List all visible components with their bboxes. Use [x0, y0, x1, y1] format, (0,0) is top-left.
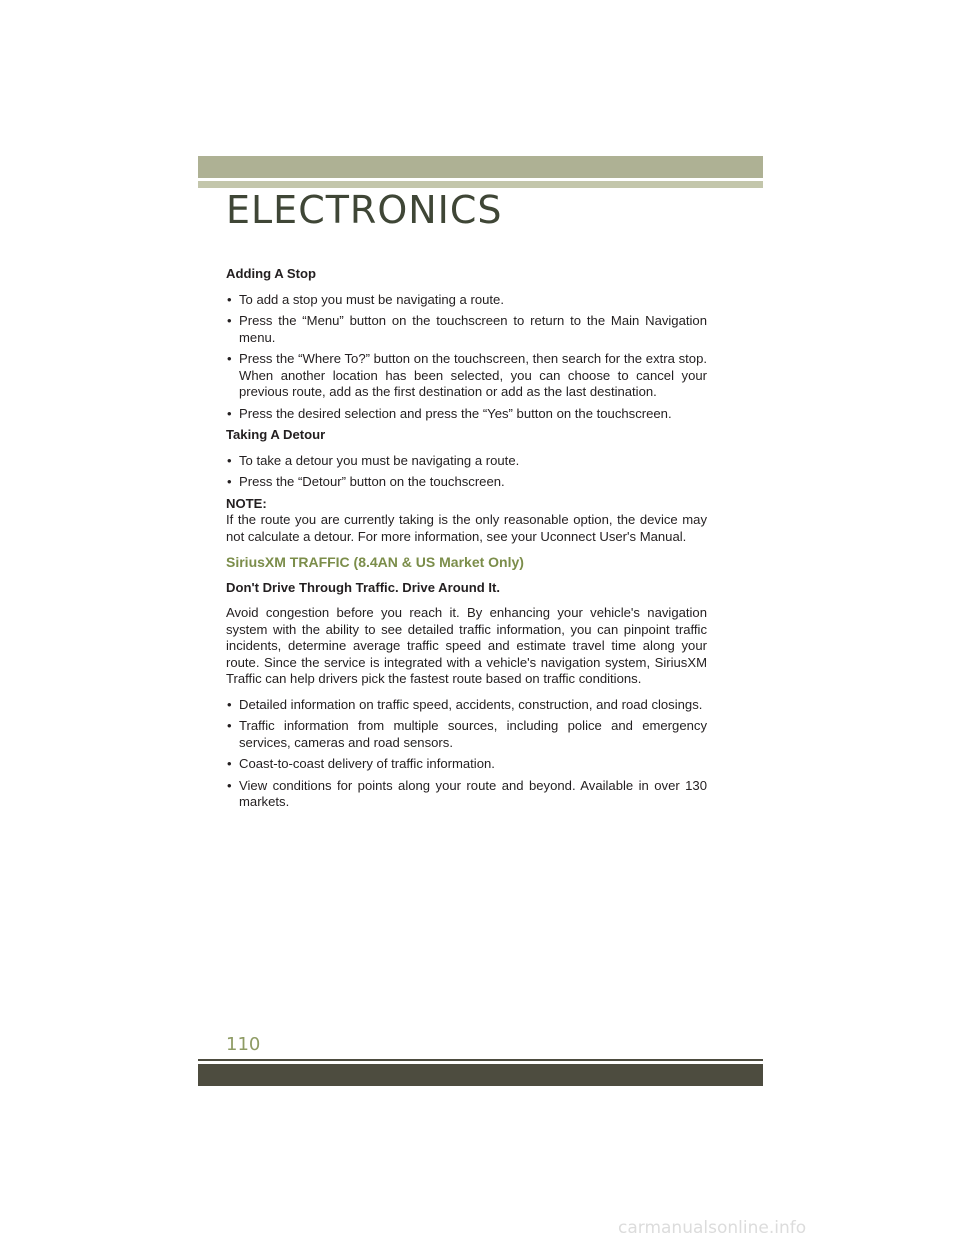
header-band: [198, 156, 763, 178]
list-item: • Detailed information on traffic speed, accidents, construction, and road closings.: [226, 697, 707, 714]
adding-stop-list: [226, 292, 707, 423]
watermark: carmanualsonline.info: [618, 1218, 807, 1238]
section-title: ELECTRONICS: [226, 188, 503, 232]
note-label: NOTE:: [226, 495, 267, 511]
page-number: 110: [226, 1034, 261, 1055]
traffic-paragraph: Avoid congestion before you reach it. By enhancing your vehicle's navigation system with the ability to see detailed traffic information, you can pinpoint traffic incidents, determine average traffic speed and estimate travel time along your route. Since the service is integrated with a vehicle's navigation system, SiriusXM Traffic can help drivers pick the fastest route based on traffic conditions.: [226, 605, 707, 686]
header-stripe: [198, 181, 763, 188]
list-item: • Press the “Menu” button on the touchscreen to return to the Main Navigation menu.: [226, 313, 707, 346]
list-item: • Coast-to-coast delivery of traffic information.: [226, 756, 707, 773]
detour-heading: Taking A Detour: [226, 427, 326, 442]
note-text: If the route you are currently taking is the only reasonable option, the device may not calculate a detour. For more information, see your Uconnect User's Manual.: [226, 512, 707, 544]
page-content: [226, 266, 707, 816]
list-item: • To take a detour you must be navigating a route.: [226, 453, 707, 470]
traffic-list: [226, 697, 707, 811]
footer-line: [198, 1059, 763, 1061]
note: [226, 496, 707, 546]
list-item: • Press the desired selection and press the “Yes” button on the touchscreen.: [226, 406, 707, 423]
list-item: • Traffic information from multiple sources, including police and emergency services, cameras and road sensors.: [226, 718, 707, 751]
traffic-heading: SiriusXM TRAFFIC (8.4AN & US Market Only): [226, 554, 524, 570]
list-item: • Press the “Detour” button on the touchscreen.: [226, 474, 707, 491]
list-item: • Press the “Where To?” button on the touchscreen, then search for the extra stop. When another location has been selected, you can choose to cancel your previous route, add as the first destination or add as the last destination.: [226, 351, 707, 401]
detour-list: [226, 453, 707, 491]
list-item: • To add a stop you must be navigating a route.: [226, 292, 707, 309]
traffic-subheading: Don't Drive Through Traffic. Drive Around It.: [226, 579, 500, 595]
adding-stop-heading: Adding A Stop: [226, 266, 316, 281]
list-item: • View conditions for points along your route and beyond. Available in over 130 markets.: [226, 778, 707, 811]
footer-band: [198, 1064, 763, 1086]
